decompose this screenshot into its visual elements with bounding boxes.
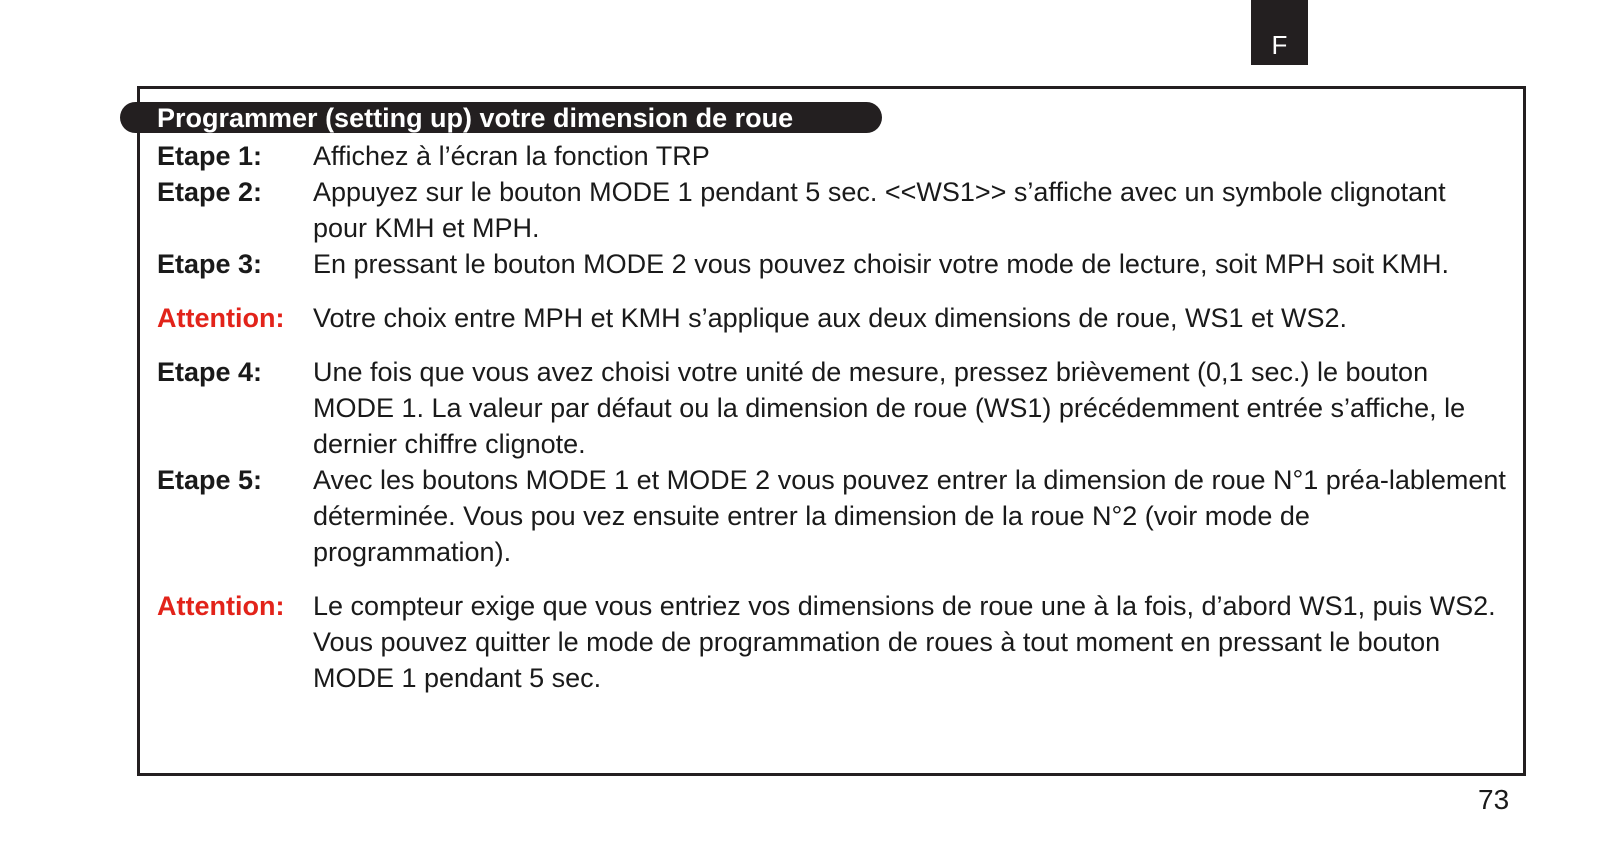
- step-1-text: Affichez à l’écran la fonction TRP: [313, 141, 710, 171]
- attention-note-1-text: Votre choix entre MPH et KMH s’applique aux deux dimensions de roue, WS1 et WS2.: [313, 303, 1348, 333]
- instructions: [157, 138, 1507, 696]
- step-1-label: Etape 1:: [157, 141, 263, 171]
- attention-note-2-label: Attention:: [157, 591, 285, 621]
- language-tab-label: F: [1271, 30, 1288, 60]
- step-2-text: Appuyez sur le bouton MODE 1 pendant 5 sec. <<WS1>> s’affiche avec un symbole clignotant pour KMH et MPH.: [313, 177, 1446, 243]
- attention-note-1-label: Attention:: [157, 303, 285, 333]
- step-3: [157, 246, 1507, 282]
- attention-note-2-text: Le compteur exige que vous entriez vos dimensions de roue une à la fois, d’abord WS1, puis WS2. Vous pouvez quitter le mode de programmation de roues à tout moment en pressant le bouton MODE 1 pendant 5 sec.: [313, 591, 1496, 693]
- step-4: [157, 354, 1507, 462]
- step-5-label: Etape 5:: [157, 465, 263, 495]
- step-5: [157, 462, 1507, 570]
- step-1: [157, 138, 1507, 174]
- step-4-text: Une fois que vous avez choisi votre unité de mesure, pressez brièvement (0,1 sec.) le bouton MODE 1. La valeur par défaut ou la dimension de roue (WS1) précédemment entrée s’affiche, le dernier chiffre clignote.: [313, 357, 1466, 459]
- page-number: 73: [1478, 784, 1510, 815]
- step-4-label: Etape 4:: [157, 357, 263, 387]
- step-5-text: Avec les boutons MODE 1 et MODE 2 vous pouvez entrer la dimension de roue N°1 préa-lablement déterminée. Vous pou vez ensuite entrer la dimension de la roue N°2 (voir mode de programmation).: [313, 465, 1506, 567]
- step-2: [157, 174, 1507, 246]
- attention-note-2: [157, 588, 1507, 696]
- step-2-label: Etape 2:: [157, 177, 263, 207]
- language-tab: [1251, 0, 1308, 65]
- attention-note-1: [157, 300, 1507, 336]
- section-title: Programmer (setting up) votre dimension de roue: [120, 102, 882, 133]
- step-3-label: Etape 3:: [157, 249, 263, 279]
- step-3-text: En pressant le bouton MODE 2 vous pouvez choisir votre mode de lecture, soit MPH soit KMH.: [313, 249, 1450, 279]
